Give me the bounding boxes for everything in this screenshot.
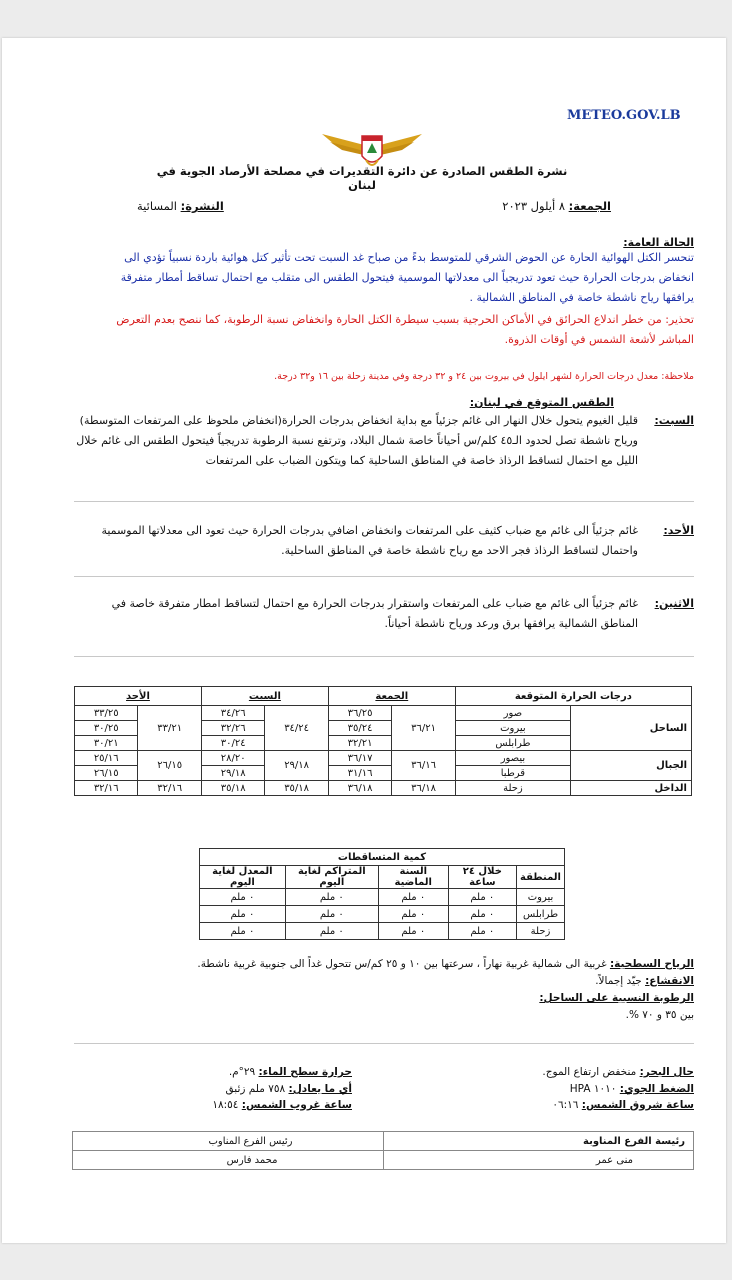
temp-cell: ٢٩/١٨: [201, 766, 264, 781]
visibility-line: [82, 973, 694, 990]
temp-cell: ٢٦/١٥: [75, 766, 138, 781]
table-row: [200, 906, 565, 923]
bulletin-date: [502, 199, 611, 213]
signature-table: [72, 1131, 694, 1170]
note-text: ملاحظة: معدل درجات الحرارة لشهر ايلول في بيروت بين ٢٤ و ٣٢ درجة وفي مدينة زحلة بين ١٦ و٣٢ درجة.: [274, 371, 694, 382]
winds-value: غربية الى شمالية غربية نهاراً ، سرعتها بين ١٠ و ٢٥ كم/س تتحول غداً الى جنوبية غربية ناشطة.: [197, 958, 607, 970]
temp-cell: ٣٤/٢٦: [201, 706, 264, 721]
temp-cell: ٣٠/٢٤: [201, 736, 264, 751]
head-title: رئيسة الفرع المناوبة: [383, 1132, 694, 1151]
col-header: المتراكم لغاية اليوم: [285, 866, 378, 889]
cell: ٠ ملم: [200, 923, 286, 940]
cell: ٠ ملم: [448, 923, 516, 940]
pressure-mm-value: ٧٥٨ ملم زئبق: [225, 1083, 286, 1095]
col-header: الجمعة: [328, 687, 455, 706]
warning-text: تحذير: من خطر اندلاع الحرائق في الأماكن الحرجية بسبب سيطرة الكتل الحارة وانخفاض نسبة الرطوبة، كما ننصح بعدم التعرض المباشر لأشعة الشمس في أوقات الذروة.: [116, 313, 694, 346]
city-name: بيصور: [455, 751, 570, 766]
visibility-label: الانقشاع:: [645, 975, 694, 987]
city-name: طرابلس: [455, 736, 570, 751]
winds-line: [82, 956, 694, 973]
pressure-mm-label: أي ما يعادل:: [288, 1083, 352, 1095]
general-text: تنحسر الكتل الهوائية الحارة عن الحوض الشرقي للمتوسط بدءً من صباح غد السبت تحت تأثير كتل هوائية باردة نسبياً تؤدي الى انخفاض بدرجات الحرارة حيث تعود تدريجياً الى معدلاتها الموسمية فيتحول الطقس الى متقلب مع احتمال تساقط أمطار متفرقة يرافقها رياح ناشطة خاصة في المناطق الشمالية .: [120, 251, 694, 304]
forecast-sunday-text: غائم جزئياً الى غائم مع ضباب كثيف على المرتفعات وانخفاض اضافي بدرجات الحرارة حيث تعود الى معدلاتها الموسمية واحتمال لتساقط الرذاذ فجر الاحد مع رياح ناشطة خاصة في المناطق الساحلية.: [101, 524, 638, 557]
temp-cell: ٣٥/١٨: [201, 781, 264, 796]
table-header-row: [75, 687, 692, 706]
cell: ٠ ملم: [378, 923, 448, 940]
precipitation-title: كمية المتساقطات: [200, 849, 565, 866]
deputy-name: محمد فارس: [73, 1151, 384, 1170]
pressure-value: ١٠١٠ HPA: [569, 1083, 617, 1095]
cell: ٠ ملم: [200, 906, 286, 923]
cell: ٠ ملم: [448, 889, 516, 906]
site-url[interactable]: METEO.GOV.LB: [567, 108, 681, 123]
temp-cell: ٣٠/٢١: [75, 736, 138, 751]
forecast-saturday-text: قليل الغيوم يتحول خلال النهار الى غائم جزئياً مع بداية انخفاض بدرجات الحرارة(انخفاض ملحوظ على المرتفعات المتوسطة) ورياح ناشطة تصل لحدود الـ٤٥ كلم/س أحياناً خاصة شمال البلاد، وترتفع نسبة الرطوبة تدريجياً فيتحول الطقس الى غائم خلال الليل مع احتمال لتساقط الرذاذ خاصة في المناطق الساحلية كما ويتكون الضباب على المرتفعات: [76, 414, 638, 467]
temp-cell: ٣٢/١٦: [75, 781, 138, 796]
head-name: منى عمر: [383, 1151, 694, 1170]
region-name: الجبال: [571, 751, 692, 781]
divider: [74, 1043, 694, 1044]
temp-cell: ٣٦/١٨: [328, 781, 391, 796]
pressure-label: الضغط الجوي:: [619, 1083, 694, 1095]
temperature-table: [74, 686, 692, 796]
edition-label: النشرة:: [180, 199, 224, 213]
region-avg: ٣٦/٢١: [392, 706, 455, 751]
cell: زحلة: [517, 923, 565, 940]
cell: ٠ ملم: [200, 889, 286, 906]
col-header: السبت: [201, 687, 328, 706]
sunset-line: [72, 1097, 352, 1114]
cell: بيروت: [517, 889, 565, 906]
sea-state-line: [414, 1064, 694, 1081]
sea-value: منخفض ارتفاع الموج.: [542, 1066, 637, 1078]
forecast-saturday-label: السبت:: [654, 414, 694, 427]
sea-label: حال البحر:: [639, 1066, 694, 1078]
region-avg: ٣٦/١٨: [392, 781, 455, 796]
cell: ٠ ملم: [378, 906, 448, 923]
sea-temp-line: [72, 1064, 352, 1081]
region-name: الداخل: [571, 781, 692, 796]
temp-cell: ٣٢/٢٦: [201, 721, 264, 736]
temp-cell: ٣٢/٢١: [328, 736, 391, 751]
table-row: [200, 923, 565, 940]
col-header: المنطقة: [517, 866, 565, 889]
region-avg: ٢٦/١٥: [138, 751, 201, 781]
temp-cell: ٢٥/١٦: [75, 751, 138, 766]
edition-value: المسائية: [137, 199, 177, 213]
temp-cell: ٣٣/٢٥: [75, 706, 138, 721]
table-row: [73, 1132, 694, 1151]
region-avg: ٣٢/١٦: [138, 781, 201, 796]
sunrise-line: [414, 1097, 694, 1114]
table-row: [75, 781, 692, 796]
bulletin-title: نشرة الطقس الصادرة عن دائرة التقديرات في مصلحة الأرصاد الجوية في لبنان: [156, 164, 568, 192]
sea-temp-label: حرارة سطح الماء:: [258, 1066, 352, 1078]
cell: ٠ ملم: [285, 906, 378, 923]
precipitation-table: [199, 848, 565, 940]
visibility-value: جيّد إجمالاً.: [595, 975, 642, 987]
temp-cell: ٣١/١٦: [328, 766, 391, 781]
pressure-mm-line: [72, 1081, 352, 1098]
general-heading: الحالة العامة:: [623, 236, 694, 249]
winds-label: الرياح السطحية:: [609, 958, 694, 970]
cell: ٠ ملم: [285, 889, 378, 906]
forecast-heading: الطقس المتوقع في لبنان:: [469, 396, 614, 409]
table-title-row: [200, 849, 565, 866]
col-header: المعدل لغاية اليوم: [200, 866, 286, 889]
humidity-label: الرطوبة النسبية على الساحل:: [539, 992, 694, 1004]
region-name: الساحل: [571, 706, 692, 751]
table-row: [75, 706, 692, 721]
humidity-value: بين ٣٥ و ٧٠ %.: [625, 1009, 694, 1021]
region-avg: ٣٦/١٦: [392, 751, 455, 781]
cell: ٠ ملم: [448, 906, 516, 923]
forecast-monday-label: الاثنين:: [654, 597, 694, 610]
region-avg: ٣٥/١٨: [265, 781, 328, 796]
sunset-value: ١٨:٥٤: [212, 1099, 239, 1111]
bulletin-page: [2, 38, 726, 1243]
sunrise-value: ٠٦:١٦: [552, 1099, 579, 1111]
cell: ٠ ملم: [285, 923, 378, 940]
temp-cell: ٣٥/٢٤: [328, 721, 391, 736]
sea-temp-value: ٢٩°م.: [228, 1066, 256, 1078]
region-avg: ٣٤/٢٤: [265, 706, 328, 751]
temp-cell: ٢٨/٢٠: [201, 751, 264, 766]
col-header: السنة الماضية: [378, 866, 448, 889]
city-name: قرطبا: [455, 766, 570, 781]
humidity-heading: [82, 990, 694, 1007]
table-row: [73, 1151, 694, 1170]
forecast-monday-text: غائم جزئياً الى غائم مع ضباب على المرتفعات واستقرار بدرجات الحرارة مع احتمال لتساقط امطار متفرقة خاصة في المناطق الشمالية يرافقها برق ورعد ورياح ناشطة أحياناً.: [111, 597, 638, 630]
cell: طرابلس: [517, 906, 565, 923]
temp-cell: ٣٦/٢٥: [328, 706, 391, 721]
sunrise-label: ساعة شروق الشمس:: [581, 1099, 694, 1111]
pressure-line: [414, 1081, 694, 1098]
divider: [74, 576, 694, 577]
region-avg: ٢٩/١٨: [265, 751, 328, 781]
col-header: خلال ٢٤ ساعة: [448, 866, 516, 889]
table-header-row: [200, 866, 565, 889]
divider: [74, 501, 694, 502]
temp-cell: ٣٦/١٧: [328, 751, 391, 766]
forecast-sunday-label: الأحد:: [663, 524, 694, 537]
bulletin-edition: [137, 199, 224, 213]
col-header: درجات الحرارة المتوقعة: [455, 687, 691, 706]
temp-cell: ٣٠/٢٥: [75, 721, 138, 736]
col-header: الأحد: [75, 687, 202, 706]
city-name: صور: [455, 706, 570, 721]
cell: ٠ ملم: [378, 889, 448, 906]
date-value: ٨ أيلول ٢٠٢٣: [502, 199, 566, 213]
date-label: الجمعة:: [568, 199, 611, 213]
city-name: بيروت: [455, 721, 570, 736]
table-row: [200, 889, 565, 906]
region-avg: ٣٣/٢١: [138, 706, 201, 751]
sunset-label: ساعة غروب الشمس:: [241, 1099, 352, 1111]
city-name: زحلة: [455, 781, 570, 796]
deputy-title: رئيس الفرع المناوب: [73, 1132, 384, 1151]
divider: [74, 656, 694, 657]
table-row: [75, 751, 692, 766]
